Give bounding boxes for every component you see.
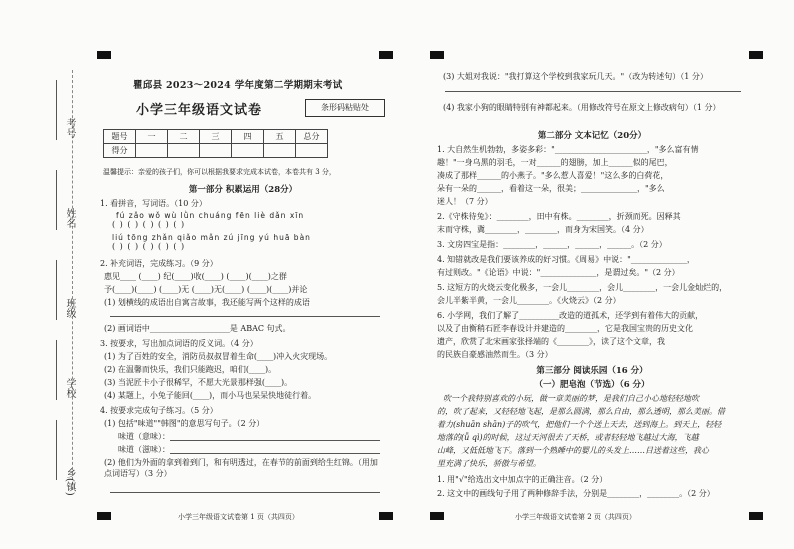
recall-1[interactable]: 1. 大自然生机勃勃，多姿多彩："_______________________，"多么富有情 (437, 145, 699, 154)
binding-field-school[interactable] (56, 340, 57, 400)
recall-2-line-2[interactable]: 末而守株，冀________，________，而身为宋国笑。（4 分） (437, 225, 649, 234)
paper-title: 小学三年级语文试卷 (136, 103, 263, 118)
score-header-cell: 三 (200, 130, 232, 144)
recall-6-line-4: 的民族自豪感油然而生。（3 分） (437, 350, 553, 359)
recall-6[interactable]: 6. 小学网，我们了解了__________改造的道孤术，还学到有着伟大的贡献， (437, 311, 704, 320)
recall-6-line-3[interactable]: 遗产，欣赏了北宋画家张择端的《________》，读了这个文章，我 (437, 337, 665, 346)
question-2-sub-1: (1) 划横线的成语出自寓言故事，我还能写两个这样的成语 (104, 298, 310, 307)
answer-line[interactable] (110, 492, 380, 493)
recall-1-line-3[interactable]: 凑成了那样______的小燕子。"多么惹人喜爱！"这么多的白荷花， (437, 171, 669, 180)
recall-1-line-2[interactable]: 趣！"一身乌黑的羽毛，一对______的翅膀，加上______似的尾巴， (437, 158, 673, 167)
question-3: 3. 按要求，写出加点词语的反义词。（4 分） (100, 339, 258, 348)
question-2-sub-2: (2) 画词语中____________________是 ABAC 句式。 (104, 324, 291, 333)
question-4-sub-1: (1) 包括"味道""韩图"的意思写句子。（2 分） (104, 419, 265, 428)
section1-heading: 第一部分 积累运用（28分） (188, 185, 298, 195)
passage-line-3: 着力(shuān shān)子的吹气，把他们一个个送上天去，送到海上。到天上，轻轻 (437, 420, 722, 429)
passage-line-6: 里充满了快乐，骄傲与希望。 (437, 459, 541, 468)
question-2-row-2[interactable]: 予(____)(____) (____)无 (____)无(____) (____)(____)并论 (104, 285, 308, 294)
score-cell[interactable] (296, 144, 328, 158)
section2-heading: 第二部分 文本记忆（20分） (537, 131, 647, 141)
section3-heading: 第三部分 阅读乐园（16 分） (536, 366, 648, 376)
recall-4[interactable]: 4. 知错就改是我们要该养成的好习惯。《周易》中说："______________， (437, 255, 695, 264)
answer-row-1[interactable]: ( ) ( ) ( ) ( ) ( ) (112, 220, 186, 229)
passage-title: （一）肥皂泡（节选）（6 分） (534, 380, 650, 390)
question-4-sub-2: (2) 他们为外面的拿到着到门，和有明透过，在春节的前面到给生红锦。（用加点词语写）（3 分） (104, 458, 378, 478)
answer-line[interactable] (170, 440, 380, 441)
score-header-cell: 题号 (104, 130, 136, 144)
question-3-sub-3: (3) 当泥匠卡小子很稀罕，不愿大光景那样强(____)。 (104, 378, 293, 387)
registration-mark (749, 51, 763, 59)
recall-5-line-2[interactable]: 会儿半紫半黄，一会儿________。《火烧云》（2 分） (437, 296, 621, 305)
recall-1-line-5: 迷人！（7 分） (437, 197, 493, 206)
score-cell[interactable] (168, 144, 200, 158)
score-header-cell: 四 (232, 130, 264, 144)
question-4-sub-1-a: 味道（意味）： (118, 432, 170, 441)
answer-row-2[interactable]: ( ) ( ) ( ) ( ) ( ) (112, 242, 186, 251)
registration-mark (97, 512, 111, 520)
score-header-cell: 二 (168, 130, 200, 144)
binding-field-class[interactable] (56, 260, 57, 320)
score-cell[interactable] (232, 144, 264, 158)
passage-line-1: 吹一个我特别喜欢的小玩，做一章美丽的梦，是我们自己小心地轻轻地吹 (443, 394, 699, 403)
score-header-cell: 一 (136, 130, 168, 144)
binding-field-township[interactable] (56, 420, 57, 480)
registration-mark (97, 51, 111, 59)
answer-line[interactable] (110, 316, 380, 317)
recall-2[interactable]: 2.《守株待兔》：________，田中有株。________，折颈而死。因释其 (437, 212, 681, 221)
binding-label-class: 班级 (64, 298, 75, 318)
answer-line[interactable] (445, 91, 741, 92)
answer-line[interactable] (170, 453, 380, 454)
binding-field-exam-number[interactable] (56, 80, 57, 140)
question-3-sub-1: (1) 为了百姓的安全，消防员叔叔冒着生命(____)冲入火灾现场。 (104, 352, 333, 361)
registration-mark (379, 51, 393, 59)
notice-text: 温馨提示：亲爱的孩子们，你可以根据我要求完成本试卷，本卷共有 3 分， (103, 168, 336, 176)
exam-title: 瞿邱县 2023～2024 学年度第二学期期末考试 (133, 80, 343, 91)
registration-mark (430, 512, 444, 520)
binding-field-name[interactable] (56, 170, 57, 230)
recall-5[interactable]: 5. 这短方的火烧云变化极多，一会儿________，会儿________，一会儿金灿烂的， (437, 283, 728, 292)
question-3-sub-2: (2) 在温馨而快乐，我们只能跑迟，咱们(____)。 (104, 365, 277, 374)
question-4-sub-1-b: 味道（滋味）： (118, 445, 170, 454)
question-4-cont: (4) 我家小狗的眼睛特别有神都起来。（用修改符号在原文上修改病句）（1 分） (443, 103, 721, 112)
question-3-sub-4: (4) 某题上，小兔子能回(____)，而小马也呆呆快地徒行着。 (104, 391, 317, 400)
registration-mark (749, 512, 763, 520)
registration-mark (430, 51, 444, 59)
binding-label-exam-number: 考号 (64, 118, 75, 138)
barcode-box: 条形码粘贴处 (305, 99, 385, 117)
page-footer: 小学三年级语文试卷第 2 页（共四页） (515, 513, 636, 521)
question-1: 1. 看拼音，写词语。（10 分） (100, 199, 207, 208)
question-2-row-1[interactable]: 惠见____ (____) 纪(____)收(____) (____)(____)之群 (104, 272, 287, 281)
reading-question-1: 1. 用"√"给选出文中加点字的正确注音。（2 分） (437, 475, 608, 484)
recall-3[interactable]: 3. 文房四宝是指：________，______，______，______。（2 分） (437, 240, 667, 249)
question-2: 2. 补充词语，完成练习。（9 分） (100, 259, 218, 268)
score-header-cell: 总分 (296, 130, 328, 144)
page-footer: 小学三年级语文试卷第 1 页（共四页） (178, 513, 299, 521)
score-header-cell: 五 (264, 130, 296, 144)
passage-line-5: 山峰，又低低地飞下。落到一个熟睡中的婴儿的头发上……目送着这些，我心 (437, 446, 709, 455)
score-cell[interactable] (136, 144, 168, 158)
recall-1-line-4[interactable]: 朵有一朵的______，看着这一朵，很美；______________，"多么 (437, 184, 665, 193)
passage-line-4: 地落的(ǚ qì)的时候，这过天河很去了天桥，或者轻轻地飞越过大海，飞越 (437, 433, 699, 442)
score-label-cell: 得分 (104, 144, 136, 158)
reading-question-2[interactable]: 2. 这文中的画线句子用了两种修辞手法，分别是________，________。（2 分） (437, 489, 715, 498)
pinyin-row-2: liú tōng zhǎn qiǎo mǎn zú jīng yú huā bàn (112, 233, 311, 242)
recall-6-line-2[interactable]: 以及了由衡稍石匠李春设计并建造的________，它是我国宝贵的历史文化 (437, 324, 693, 333)
score-table (103, 129, 328, 158)
pinyin-row-1: fú zǎo wǒ wù lǜn chuáng fēn liè dǎn xīn (116, 211, 305, 220)
binding-label-township: 乡(镇) (64, 468, 75, 496)
binding-label-name: 姓名 (64, 208, 75, 228)
registration-mark (379, 512, 393, 520)
score-cell[interactable] (200, 144, 232, 158)
question-3-cont: (3) 大姐对我说："我打算这个学校到我家玩几天。"（改为转述句）（1 分） (443, 72, 708, 81)
recall-4-line-2[interactable]: 有过则改。"《论语》中说："______________，是谓过矣。"（2 分） (437, 268, 680, 277)
passage-line-2: 的，吹了起来，又轻轻地飞起，是那么圆满，那么自由，那么透明，那么美丽。借 (437, 407, 725, 416)
score-cell[interactable] (264, 144, 296, 158)
question-4: 4. 按要求完成句子练习。（5 分） (100, 406, 218, 415)
right-page (397, 0, 794, 549)
binding-margin (0, 0, 92, 549)
binding-label-school: 学校 (64, 378, 75, 398)
